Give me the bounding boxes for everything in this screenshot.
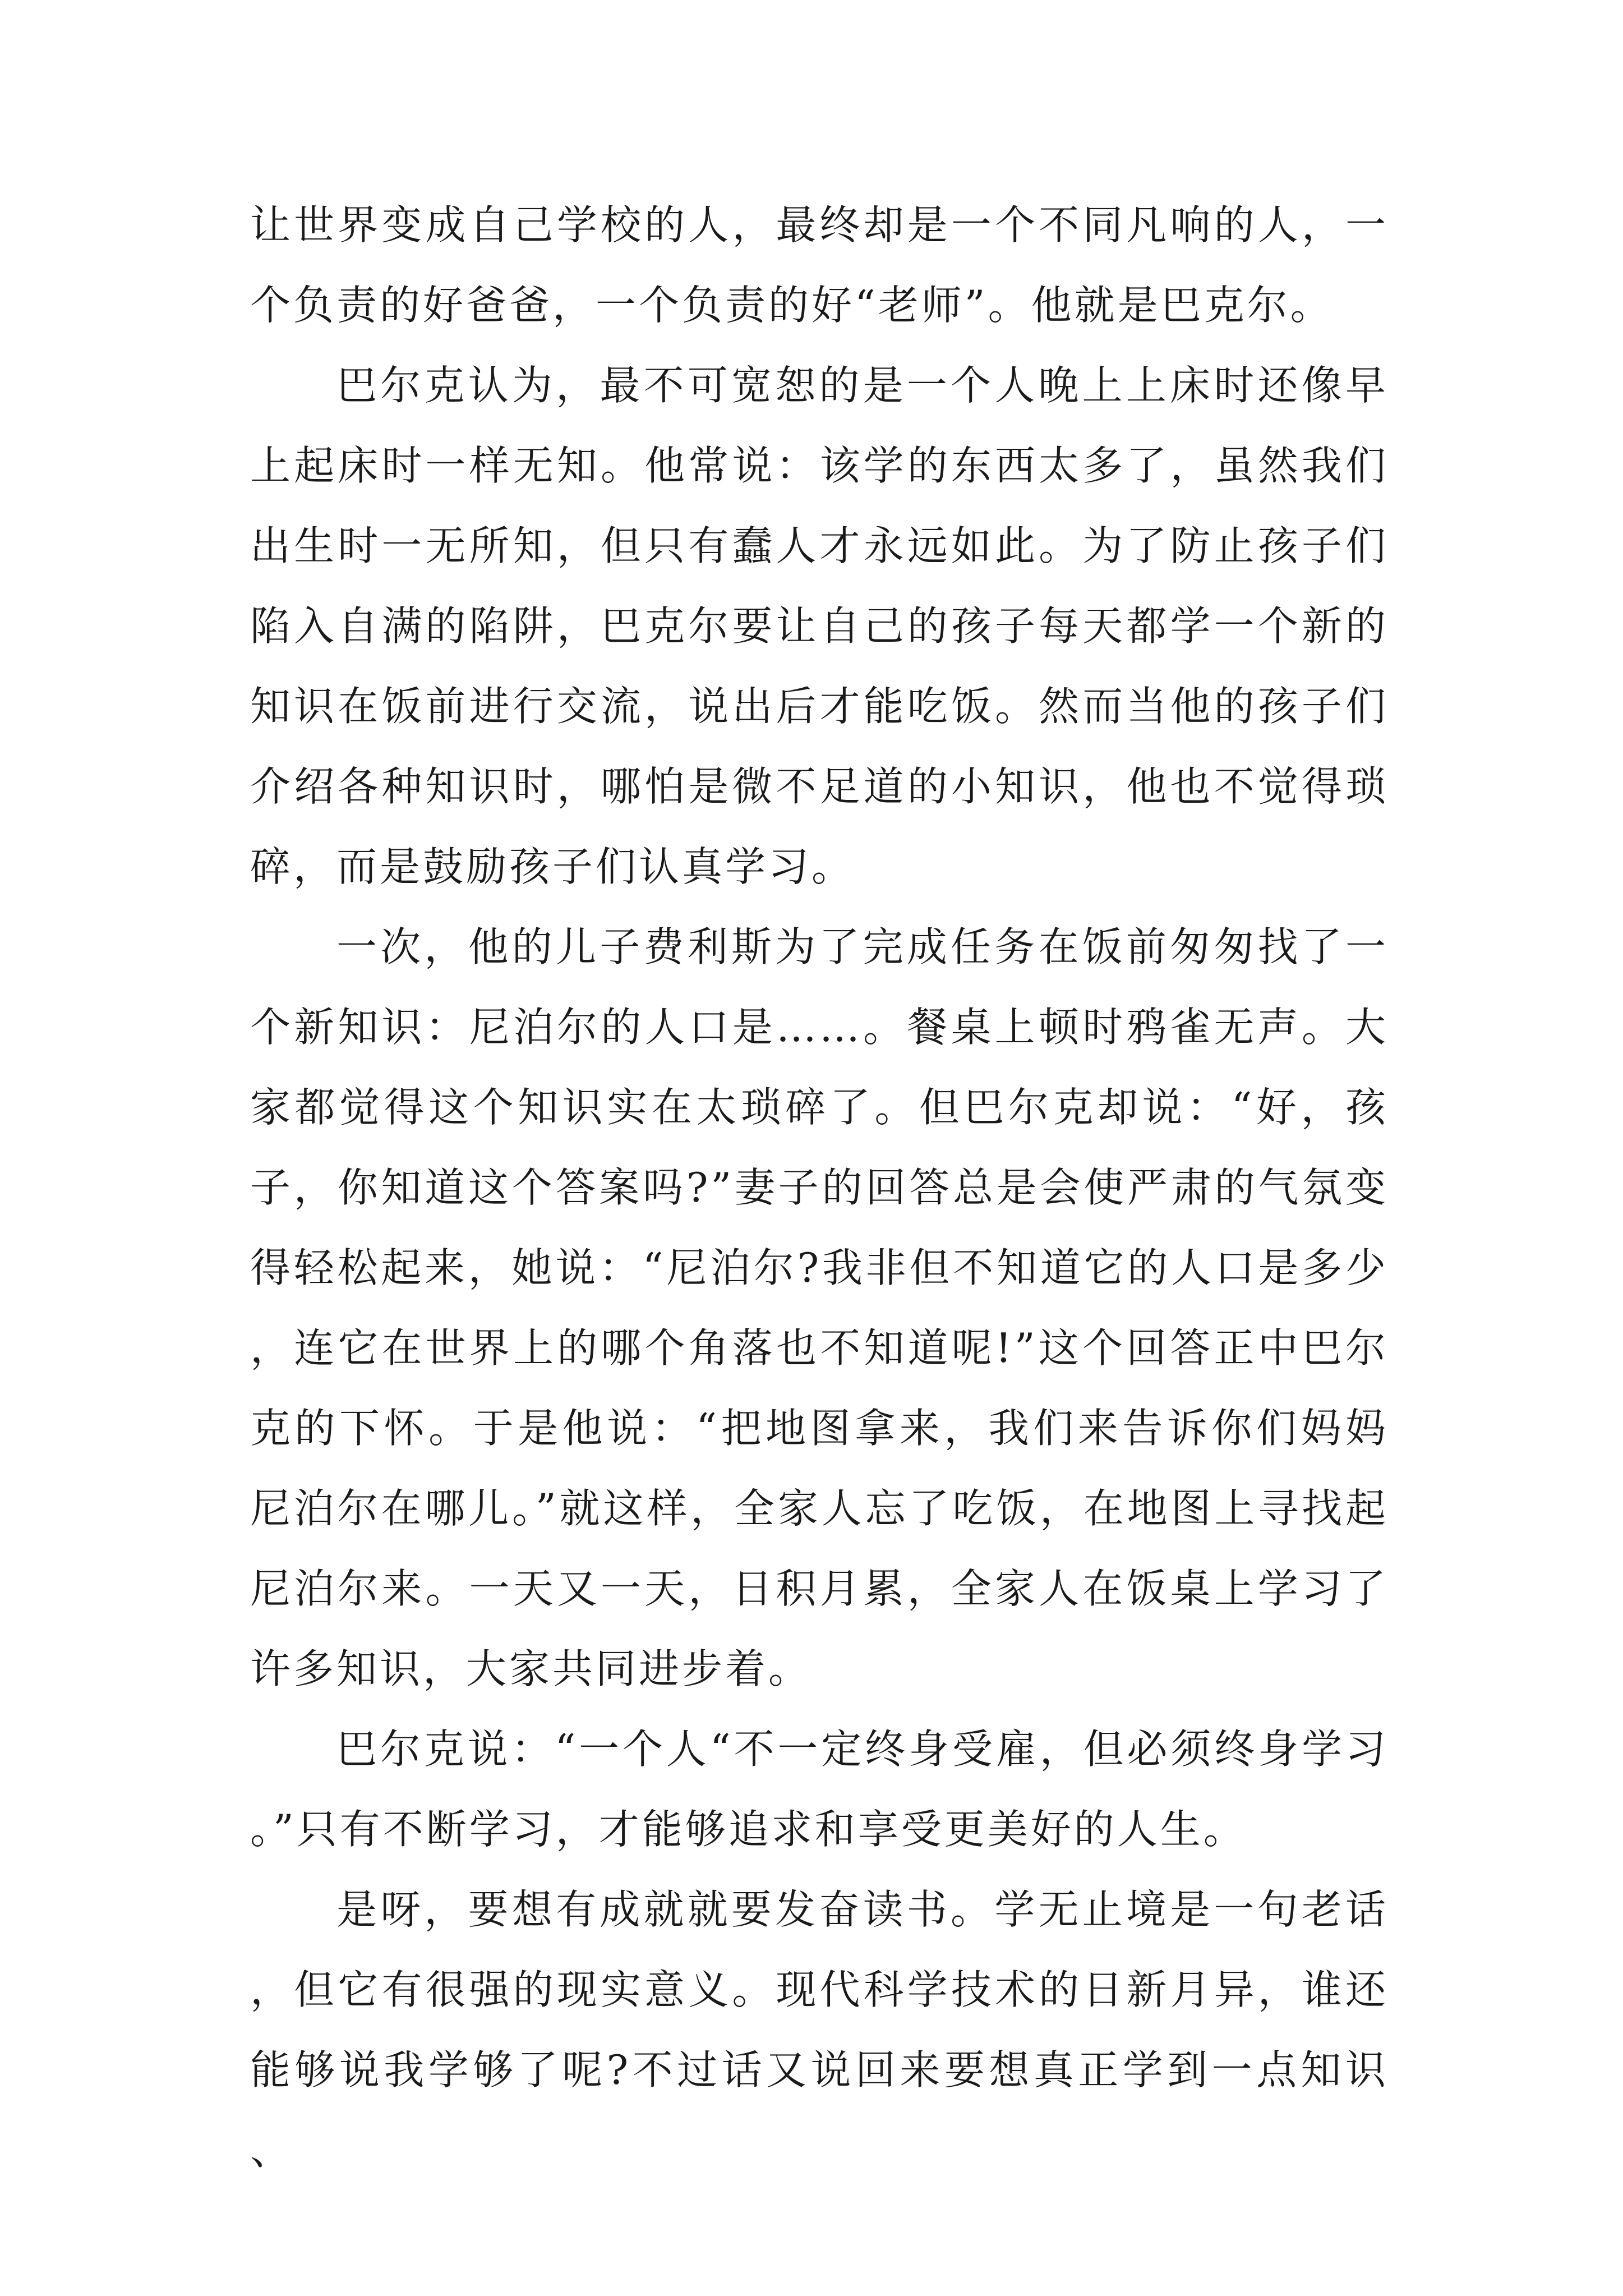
body-text	[250, 185, 1389, 2191]
paragraph-2: 巴尔克认为，最不可宽恕的是一个人晚上上床时还像早上起床时一样无知。他常说：该学的东西太多了，虽然我们出生时一无所知，但只有蠢人才永远如此。为了防止孩子们陷入自满的陷阱，巴克尔要让自己的孩子每天都学一个新的知识在饭前进行交流，说出后才能吃饭。然而当他的孩子们介绍各种知识时，哪怕是微不足道的小知识，他也不觉得琐碎，而是鼓励孩子们认真学习。	[250, 362, 1389, 890]
paragraph-5: 是呀，要想有成就就要发奋读书。学无止境是一句老话，但它有很强的现实意义。现代科学技术的日新月异，谁还能够说我学够了呢?不过话又说回来要想真正学到一点知识、	[250, 1886, 1389, 2174]
paragraph-4: 巴尔克说：“一个人“不一定终身受雇，但必须终身学习。”只有不断学习，才能够追求和享受更美好的人生。	[250, 1726, 1389, 1853]
paragraph-1: 让世界变成自己学校的人，最终却是一个不同凡响的人，一个负责的好爸爸，一个负责的好“老师”。他就是巴克尔。	[250, 201, 1389, 329]
paragraph-3: 一次，他的儿子费利斯为了完成任务在饭前匆匆找了一个新知识：尼泊尔的人口是……。餐桌上顿时鸦雀无声。大家都觉得这个知识实在太琐碎了。但巴尔克却说：“好，孩子，你知道这个答案吗?”妻子的回答总是会使严肃的气氛变得轻松起来，她说：“尼泊尔?我非但不知道它的人口是多少，连它在世界上的哪个角落也不知道呢!”这个回答正中巴尔克的下怀。于是他说：“把地图拿来，我们来告诉你们妈妈尼泊尔在哪儿。”就这样，全家人忘了吃饭，在地图上寻找起尼泊尔来。一天又一天，日积月累，全家人在饭桌上学习了许多知识，大家共同进步着。	[250, 923, 1389, 1692]
